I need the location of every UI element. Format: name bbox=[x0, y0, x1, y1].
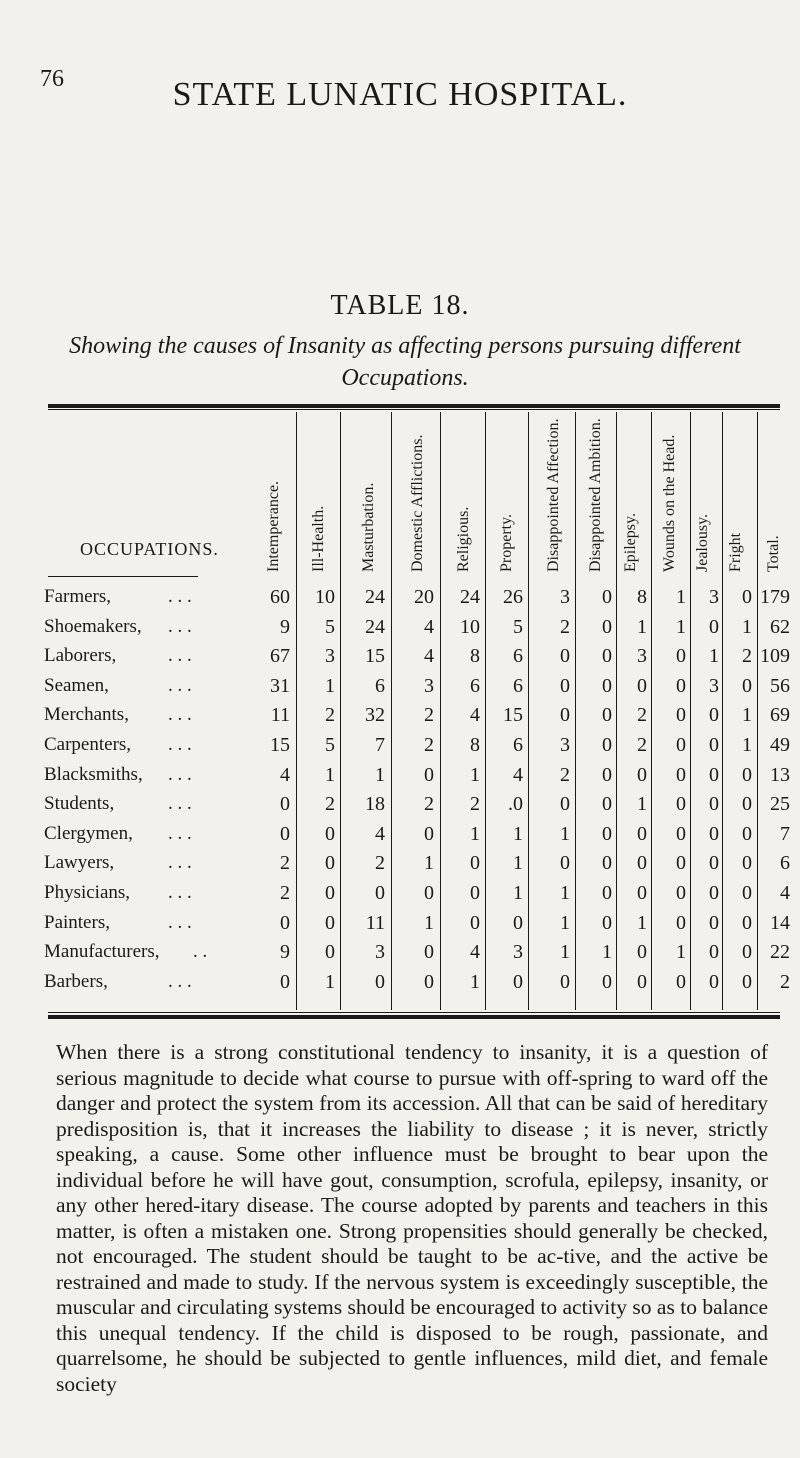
table-cell: 0 bbox=[676, 822, 686, 845]
table-cell: 3 bbox=[709, 674, 719, 697]
table-cell: 0 bbox=[602, 793, 612, 816]
table-cell: 0 bbox=[742, 586, 752, 608]
table-cell: 0 bbox=[375, 970, 385, 993]
column-divider bbox=[575, 412, 576, 1010]
table-cell: 0 bbox=[325, 882, 335, 904]
table-cell: 6 bbox=[470, 674, 480, 697]
table-cell: 1 bbox=[742, 615, 752, 638]
column-header: Disappointed Ambition. bbox=[587, 418, 604, 572]
table-cell: 5 bbox=[325, 734, 335, 756]
leader-dots: . . . bbox=[168, 674, 192, 696]
table-cell: 2 bbox=[424, 704, 434, 727]
table-cell: 0 bbox=[742, 970, 752, 993]
occupation-label: Laborers, bbox=[44, 645, 117, 667]
table-cell: 0 bbox=[637, 763, 647, 786]
table-cell: 1 bbox=[513, 852, 523, 875]
column-header: Intemperance. bbox=[265, 480, 282, 572]
table-cell: 1 bbox=[637, 911, 647, 934]
table-cell: 2 bbox=[560, 763, 570, 786]
table-cell: 1 bbox=[560, 882, 570, 904]
table-cell: 0 bbox=[325, 911, 335, 934]
table-cell: 8 bbox=[470, 734, 480, 756]
table-cell: 0 bbox=[709, 763, 719, 786]
table-cell: 0 bbox=[602, 852, 612, 875]
table-cell: 1 bbox=[325, 970, 335, 993]
table-cell: 7 bbox=[375, 734, 385, 756]
table-cell: 3 bbox=[637, 645, 647, 668]
table-bottom-rule bbox=[48, 1012, 780, 1013]
table-cell: 3 bbox=[424, 674, 434, 697]
column-header: Masturbation. bbox=[360, 482, 377, 572]
column-header: Religious. bbox=[455, 506, 472, 572]
table-cell: 0 bbox=[424, 941, 434, 964]
table-cell: 1 bbox=[676, 941, 686, 964]
table-cell: 11 bbox=[365, 911, 385, 934]
header-underline bbox=[48, 576, 198, 577]
leader-dots: . . . bbox=[168, 704, 192, 726]
table-cell: 0 bbox=[709, 704, 719, 727]
table-cell: 0 bbox=[325, 852, 335, 875]
table-cell: 6 bbox=[513, 645, 523, 668]
occupation-label: Blacksmiths, bbox=[44, 763, 143, 785]
table-cell: 0 bbox=[560, 793, 570, 816]
table-cell: 24 bbox=[460, 586, 480, 608]
table-cell: 0 bbox=[424, 970, 434, 993]
column-header: Ill-Health. bbox=[310, 505, 327, 572]
table-cell: 0 bbox=[602, 734, 612, 756]
table-cell: 1 bbox=[470, 822, 480, 845]
table-cell: 0 bbox=[637, 882, 647, 904]
occupation-label: Shoemakers, bbox=[44, 615, 142, 637]
table-cell: 0 bbox=[676, 882, 686, 904]
table-cell: 0 bbox=[676, 852, 686, 875]
table-cell: 0 bbox=[742, 852, 752, 875]
table-cell: 109 bbox=[760, 645, 790, 668]
table-cell: 0 bbox=[709, 882, 719, 904]
table-cell: 2 bbox=[325, 704, 335, 727]
occupation-label: Carpenters, bbox=[44, 734, 132, 755]
table-cell: 1 bbox=[424, 911, 434, 934]
table-cell: 0 bbox=[709, 941, 719, 964]
column-header: Total. bbox=[765, 535, 782, 572]
table-cell: 1 bbox=[560, 822, 570, 845]
table-cell: 7 bbox=[780, 822, 790, 845]
occupations-header: OCCUPATIONS. bbox=[80, 539, 219, 559]
table-cell: 18 bbox=[365, 793, 385, 816]
table-cell: 0 bbox=[742, 882, 752, 904]
table-cell: 0 bbox=[602, 674, 612, 697]
table-cell: 15 bbox=[365, 645, 385, 668]
table-bottom-rule-thick bbox=[48, 1015, 780, 1019]
table-cell: 0 bbox=[742, 822, 752, 845]
table-cell: 4 bbox=[424, 645, 434, 668]
occupation-label: Painters, bbox=[44, 911, 110, 933]
table-cell: 1 bbox=[513, 822, 523, 845]
table-cell: 0 bbox=[742, 941, 752, 964]
table-cell: 0 bbox=[602, 911, 612, 934]
table-cell: 24 bbox=[365, 586, 385, 608]
table-cell: 0 bbox=[602, 586, 612, 608]
table-cell: 0 bbox=[560, 852, 570, 875]
table-cell: 1 bbox=[560, 911, 570, 934]
leader-dots: . . . bbox=[168, 763, 192, 785]
table-cell: 1 bbox=[637, 615, 647, 638]
table-cell: 0 bbox=[676, 763, 686, 786]
leader-dots: . . . bbox=[168, 882, 192, 903]
table-cell: 13 bbox=[770, 763, 790, 786]
table-cell: 1 bbox=[513, 882, 523, 904]
column-header: Jealousy. bbox=[694, 513, 711, 572]
table-cell: 49 bbox=[770, 734, 790, 756]
table-cell: 3 bbox=[560, 734, 570, 756]
column-header: Wounds on the Head. bbox=[661, 434, 678, 572]
table-cell: 0 bbox=[709, 793, 719, 816]
table-cell: 4 bbox=[470, 941, 480, 964]
table-cell: 0 bbox=[637, 822, 647, 845]
leader-dots: . . . bbox=[168, 586, 192, 607]
occupation-label: Farmers, bbox=[44, 586, 112, 607]
table-top-rule bbox=[48, 404, 780, 408]
table-cell: 0 bbox=[637, 674, 647, 697]
table-cell: 0 bbox=[602, 704, 612, 727]
table-cell: 0 bbox=[676, 970, 686, 993]
table-cell: 0 bbox=[676, 793, 686, 816]
table-cell: 5 bbox=[325, 615, 335, 638]
table-cell: 0 bbox=[470, 882, 480, 904]
table-cell: 1 bbox=[325, 763, 335, 786]
table-cell: 2 bbox=[780, 970, 790, 993]
table-cell: 9 bbox=[280, 615, 290, 638]
table-cell: 4 bbox=[470, 704, 480, 727]
table-cell: 8 bbox=[470, 645, 480, 668]
table-cell: 60 bbox=[270, 586, 290, 608]
table-cell: 0 bbox=[709, 852, 719, 875]
column-header: Domestic Afflictions. bbox=[409, 434, 426, 572]
table-cell: 2 bbox=[280, 852, 290, 875]
table-cell: 0 bbox=[602, 645, 612, 668]
table-cell: 0 bbox=[742, 793, 752, 816]
column-header: Disappointed Affection. bbox=[545, 418, 562, 572]
table-cell: 3 bbox=[709, 586, 719, 608]
table-cell: 0 bbox=[375, 882, 385, 904]
table-cell: 0 bbox=[709, 615, 719, 638]
table-cell: 3 bbox=[375, 941, 385, 964]
table-cell: 0 bbox=[602, 822, 612, 845]
table-cell: 4 bbox=[280, 763, 290, 786]
table-cell: 11 bbox=[270, 704, 290, 727]
table-cell: 6 bbox=[513, 674, 523, 697]
column-divider bbox=[296, 412, 297, 1010]
table-cell: 56 bbox=[770, 674, 790, 697]
table-cell: 0 bbox=[676, 911, 686, 934]
occupation-label: Barbers, bbox=[44, 970, 108, 992]
table-cell: 3 bbox=[325, 645, 335, 668]
causes-table bbox=[18, 404, 790, 1020]
table-cell: 0 bbox=[742, 674, 752, 697]
table-cell: 24 bbox=[365, 615, 385, 638]
table-cell: 0 bbox=[637, 941, 647, 964]
table-cell: 2 bbox=[280, 882, 290, 904]
table-cell: 4 bbox=[513, 763, 523, 786]
table-title: TABLE 18. bbox=[330, 290, 470, 321]
table-cell: 32 bbox=[365, 704, 385, 727]
table-cell: 0 bbox=[676, 674, 686, 697]
occupation-label: Manufacturers, bbox=[44, 941, 160, 963]
table-cell: 0 bbox=[637, 970, 647, 993]
table-cell: 20 bbox=[414, 586, 434, 608]
table-cell: 0 bbox=[280, 911, 290, 934]
table-cell: 0 bbox=[709, 970, 719, 993]
column-divider bbox=[485, 412, 486, 1010]
table-cell: 0 bbox=[424, 822, 434, 845]
table-cell: 26 bbox=[503, 586, 523, 608]
table-cell: 14 bbox=[770, 911, 790, 934]
table-cell: 0 bbox=[280, 970, 290, 993]
table-cell: 0 bbox=[280, 822, 290, 845]
table-cell: 0 bbox=[470, 911, 480, 934]
table-cell: 0 bbox=[470, 852, 480, 875]
table-cell: 3 bbox=[560, 586, 570, 608]
table-cell: 1 bbox=[424, 852, 434, 875]
column-header: Epilepsy. bbox=[622, 513, 639, 572]
table-cell: 15 bbox=[270, 734, 290, 756]
running-head: STATE LUNATIC HOSPITAL. bbox=[172, 76, 628, 113]
table-cell: 1 bbox=[637, 793, 647, 816]
table-cell: 67 bbox=[270, 645, 290, 668]
table-cell: 10 bbox=[315, 586, 335, 608]
leader-dots: . . . bbox=[168, 645, 192, 667]
table-cell: 0 bbox=[709, 822, 719, 845]
table-cell: 0 bbox=[424, 882, 434, 904]
table-cell: 69 bbox=[770, 704, 790, 727]
column-divider bbox=[391, 412, 392, 1010]
table-cell: 1 bbox=[742, 704, 752, 727]
table-cell: 1 bbox=[742, 734, 752, 756]
table-cell: 2 bbox=[637, 734, 647, 756]
table-cell: 0 bbox=[602, 882, 612, 904]
table-cell: 2 bbox=[325, 793, 335, 816]
occupation-label: Physicians, bbox=[44, 882, 131, 903]
table-cell: 15 bbox=[503, 704, 523, 727]
table-cell: 0 bbox=[742, 911, 752, 934]
table-cell: 0 bbox=[560, 970, 570, 993]
leader-dots: . . . bbox=[168, 822, 192, 844]
table-cell: 2 bbox=[560, 615, 570, 638]
table-cell: 179 bbox=[760, 586, 790, 608]
table-caption: Showing the causes of Insanity as affecting persons pursuing different Occupations. bbox=[69, 333, 741, 391]
table-cell: 0 bbox=[676, 734, 686, 756]
column-divider bbox=[340, 412, 341, 1010]
leader-dots: . . . bbox=[168, 615, 192, 637]
body-paragraph: When there is a strong constitutional tendency to insanity, it is a question of serious magnitude to decide what course to pursue with off-spring to ward off the danger and protect the system from its accession. All that can be said of hereditary predisposition is, that it increases the liability to disease ; it is never, strictly speaking, a cause. Some other influence must be brought to bear upon the individual before he will have gout, consumption, scrofula, epilepsy, insanity, or any other hered-itary disease. The course adopted by parents and teachers in this matter, is often a mistaken one. Strong propensities should generally be checked, not encouraged. The student should be taught to be ac-tive, and the active be restrained and made to study. If the nervous system is exceedingly susceptible, the muscular and circulating systems should be encouraged to activity so as to balance this unequal tendency. If the child is disposed to be rough, passionate, and quarrelsome, he should be subjected to gentle influences, mild diet, and female society bbox=[56, 1040, 768, 1396]
table-cell: 1 bbox=[470, 970, 480, 993]
table-cell: 10 bbox=[460, 615, 480, 638]
table-cell: 0 bbox=[560, 704, 570, 727]
column-divider bbox=[528, 412, 529, 1010]
table-cell: 9 bbox=[280, 941, 290, 964]
table-cell: 1 bbox=[325, 674, 335, 697]
table-cell: 0 bbox=[602, 763, 612, 786]
table-cell: 0 bbox=[560, 674, 570, 697]
leader-dots: . . . bbox=[168, 911, 192, 933]
table-cell: 3 bbox=[513, 941, 523, 964]
table-cell: 4 bbox=[375, 822, 385, 845]
table-cell: 0 bbox=[709, 911, 719, 934]
occupation-label: Clergymen, bbox=[44, 822, 133, 844]
table-cell: 0 bbox=[513, 911, 523, 934]
table-cell: 4 bbox=[780, 882, 790, 904]
table-cell: .0 bbox=[508, 793, 523, 816]
table-cell: 2 bbox=[742, 645, 752, 668]
table-top-rule-thin bbox=[48, 409, 780, 410]
table-cell: 0 bbox=[676, 645, 686, 668]
occupation-label: Seamen, bbox=[44, 674, 109, 696]
table-cell: 8 bbox=[637, 586, 647, 608]
table-cell: 0 bbox=[676, 704, 686, 727]
table-cell: 0 bbox=[637, 852, 647, 875]
table-cell: 1 bbox=[676, 615, 686, 638]
table-cell: 0 bbox=[742, 763, 752, 786]
table-cell: 25 bbox=[770, 793, 790, 816]
table-cell: 6 bbox=[375, 674, 385, 697]
table-cell: 22 bbox=[770, 941, 790, 964]
table-cell: 5 bbox=[513, 615, 523, 638]
leader-dots: . . . bbox=[168, 852, 192, 874]
table-cell: 0 bbox=[325, 822, 335, 845]
table-cell: 1 bbox=[375, 763, 385, 786]
leader-dots: . . . bbox=[168, 793, 192, 815]
table-cell: 0 bbox=[560, 645, 570, 668]
table-cell: 2 bbox=[470, 793, 480, 816]
table-cell: 0 bbox=[280, 793, 290, 816]
table-cell: 4 bbox=[424, 615, 434, 638]
column-header: Property. bbox=[498, 513, 515, 572]
table-cell: 0 bbox=[602, 970, 612, 993]
table-cell: 2 bbox=[424, 793, 434, 816]
table-cell: 6 bbox=[780, 852, 790, 875]
table-cell: 1 bbox=[560, 941, 570, 964]
table-cell: 62 bbox=[770, 615, 790, 638]
table-cell: 6 bbox=[513, 734, 523, 756]
table-cell: 1 bbox=[602, 941, 612, 964]
table-cell: 2 bbox=[375, 852, 385, 875]
leader-dots: . . bbox=[193, 941, 208, 963]
table-cell: 0 bbox=[513, 970, 523, 993]
occupation-label: Merchants, bbox=[44, 704, 129, 726]
table-cell: 0 bbox=[602, 615, 612, 638]
column-divider bbox=[440, 412, 441, 1010]
occupation-label: Lawyers, bbox=[44, 852, 115, 874]
table-cell: 0 bbox=[424, 763, 434, 786]
table-cell: 2 bbox=[424, 734, 434, 756]
table-cell: 1 bbox=[676, 586, 686, 608]
table-cell: 1 bbox=[709, 645, 719, 668]
leader-dots: . . . bbox=[168, 734, 192, 755]
table-cell: 31 bbox=[270, 674, 290, 697]
table-cell: 2 bbox=[637, 704, 647, 727]
table-cell: 1 bbox=[470, 763, 480, 786]
occupation-label: Students, bbox=[44, 793, 115, 815]
leader-dots: . . . bbox=[168, 970, 192, 992]
column-header: Fright bbox=[727, 532, 744, 572]
page-number: 76 bbox=[40, 66, 64, 92]
table-cell: 0 bbox=[325, 941, 335, 964]
table-cell: 0 bbox=[709, 734, 719, 756]
